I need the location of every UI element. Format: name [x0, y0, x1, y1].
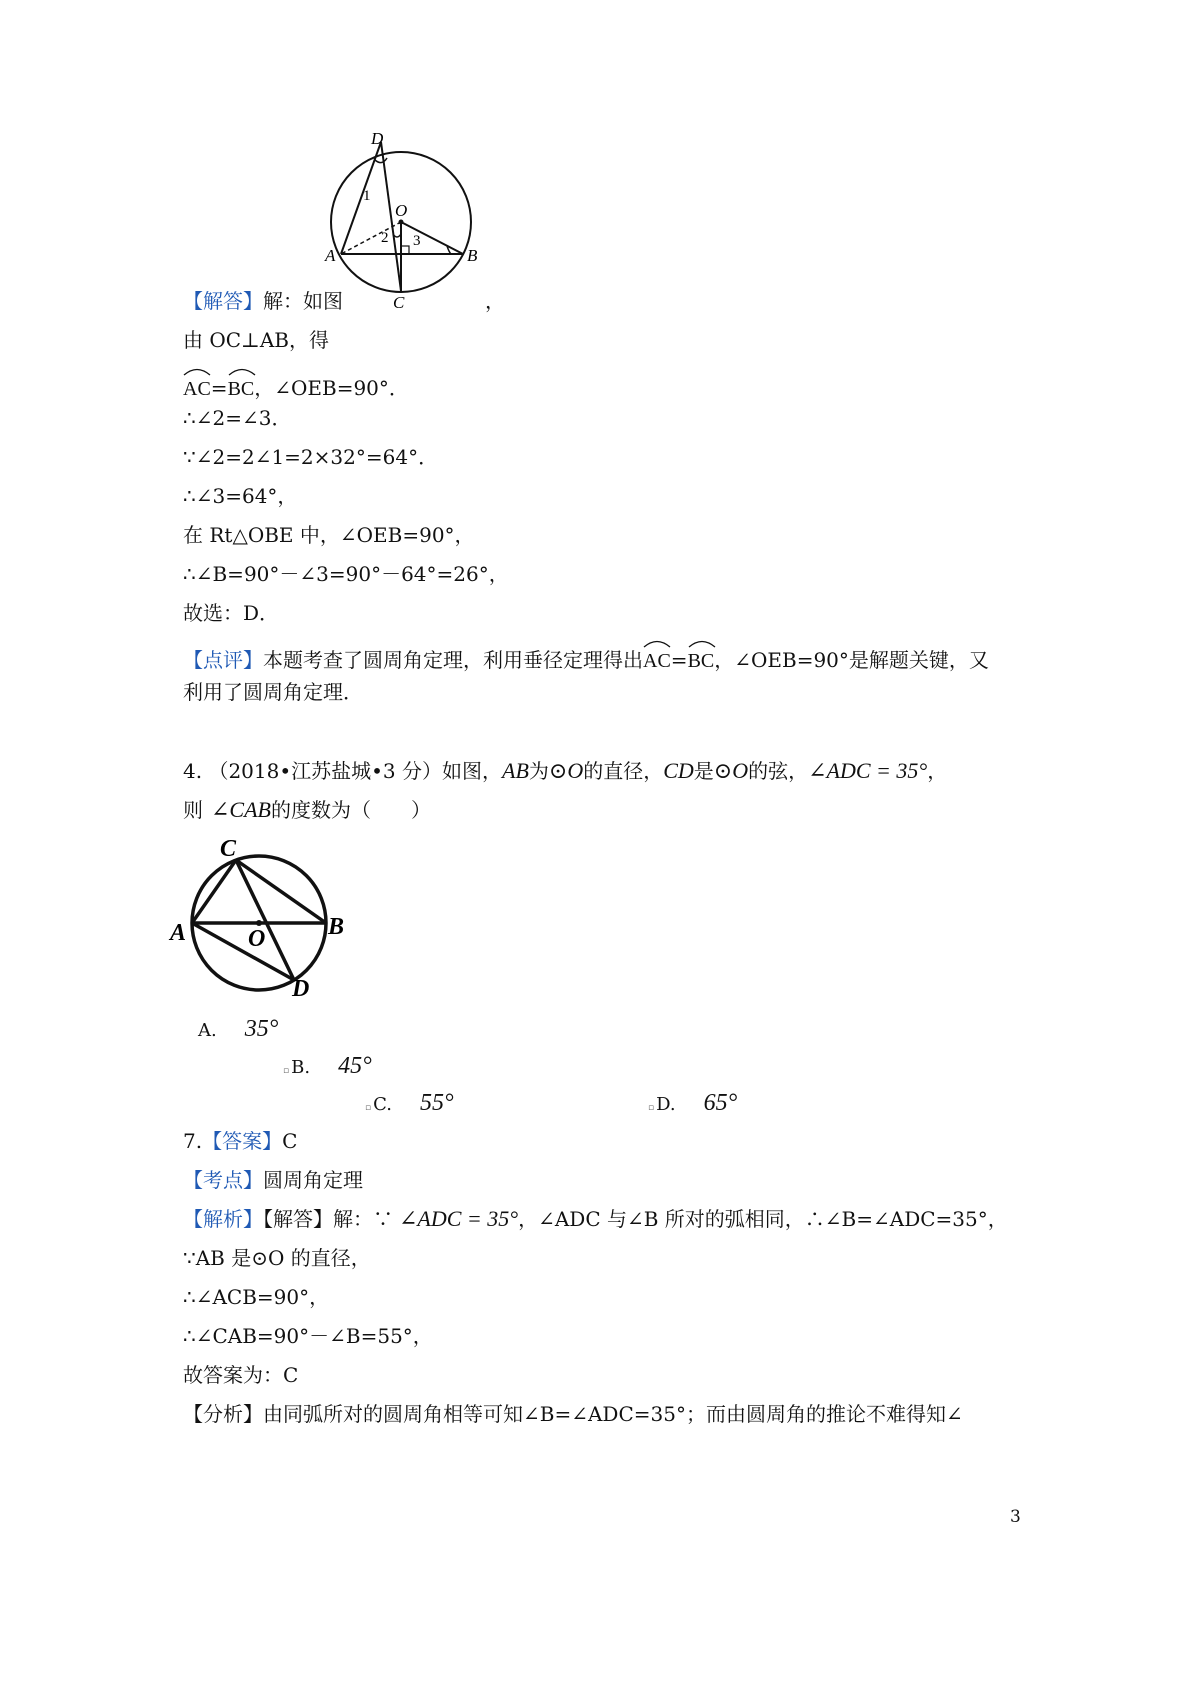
label-2: 2	[381, 230, 389, 246]
page-number: 3	[1010, 1507, 1021, 1527]
option-d[interactable]: ▫ D. 65°	[648, 1090, 738, 1116]
answer-line	[183, 288, 505, 314]
right-angle-mark	[401, 246, 409, 254]
review-line-1: 【点评】本题考查了圆周角定理，利用垂径定理得出 AC= BC，∠OEB=90°是解题关键，又	[183, 640, 989, 674]
angle-mark-1	[375, 158, 387, 163]
label-c: C	[393, 293, 405, 312]
solution-line-8: 故选：D．	[183, 601, 280, 625]
answer-tag: 【解答】	[183, 289, 263, 313]
label-o: O	[395, 201, 408, 220]
solution-line-6: 在 Rt△OBE 中，∠OEB=90°，	[183, 523, 475, 547]
solution-line-7: ∴∠B=90°－∠3=90°－64°=26°，	[183, 562, 509, 586]
analysis-line-3: ∴∠ACB=90°，	[183, 1285, 330, 1309]
answer-comma: ，	[485, 289, 505, 313]
label-b: B	[467, 246, 478, 265]
option-a[interactable]: A. 35°	[198, 1016, 279, 1042]
angle-mark-2	[393, 234, 401, 237]
label-a: A	[170, 920, 187, 946]
question-4-line-2: 则 ∠CAB的度数为（ ）	[183, 797, 431, 822]
solution-line-2: AC= BC，∠OEB=90°．	[183, 368, 409, 402]
figure-circle-acbd	[168, 830, 358, 1000]
arc-bc-2: BC	[688, 640, 715, 674]
review-tag: 【点评】	[183, 648, 263, 672]
center-dot	[399, 220, 404, 225]
label-o: O	[248, 926, 266, 952]
analysis-line-4: ∴∠CAB=90°－∠B=55°，	[183, 1324, 433, 1348]
answer-7-line: 7.【答案】C	[183, 1129, 298, 1153]
option-b[interactable]: ▫ B. 45°	[283, 1053, 372, 1079]
label-d: D	[292, 976, 310, 1002]
option-c[interactable]: ▫ C. 55°	[365, 1090, 454, 1116]
solution-line-1: 由 OC⊥AB，得	[183, 328, 330, 352]
keypoint-line: 【考点】圆周角定理	[183, 1168, 363, 1192]
label-a: A	[325, 246, 336, 265]
figure-circle-odabc	[325, 129, 535, 312]
arc-ac-2: AC	[643, 640, 671, 674]
solution-line-5: ∴∠3=64°，	[183, 484, 298, 508]
fenxi-line: 【分析】由同弧所对的圆周角相等可知∠B=∠ADC=35°；而由圆周角的推论不难得知∠	[183, 1402, 963, 1426]
analysis-line-5: 故答案为：C	[183, 1363, 299, 1387]
analysis-line-1: 【解析】【解答】解：∵ ∠ADC = 35°，∠ADC 与∠B 所对的弧相同，∴∠B=∠ADC=35°，	[183, 1206, 1008, 1231]
arc-ac: AC	[183, 368, 211, 402]
label-b: B	[328, 914, 345, 940]
question-4-line-1: 4. （2018•江苏盐城•3 分）如图，AB为⊙O的直径，CD是⊙O的弦，∠ADC = 35°，	[183, 758, 948, 783]
chord-da	[341, 142, 381, 254]
answer-text: 解：如图	[263, 289, 343, 313]
analysis-line-2: ∵AB 是⊙O 的直径，	[183, 1246, 371, 1270]
solution-line-3: ∴∠2=∠3．	[183, 406, 292, 430]
label-1: 1	[363, 188, 371, 204]
review-line-2: 利用了圆周角定理．	[183, 680, 363, 704]
label-3: 3	[413, 233, 421, 249]
label-d: D	[371, 129, 384, 148]
label-c: C	[220, 836, 237, 862]
arc-bc: BC	[228, 368, 255, 402]
segment-ob	[401, 222, 463, 254]
solution-line-4: ∵∠2=2∠1=2×32°=64°．	[183, 445, 439, 469]
